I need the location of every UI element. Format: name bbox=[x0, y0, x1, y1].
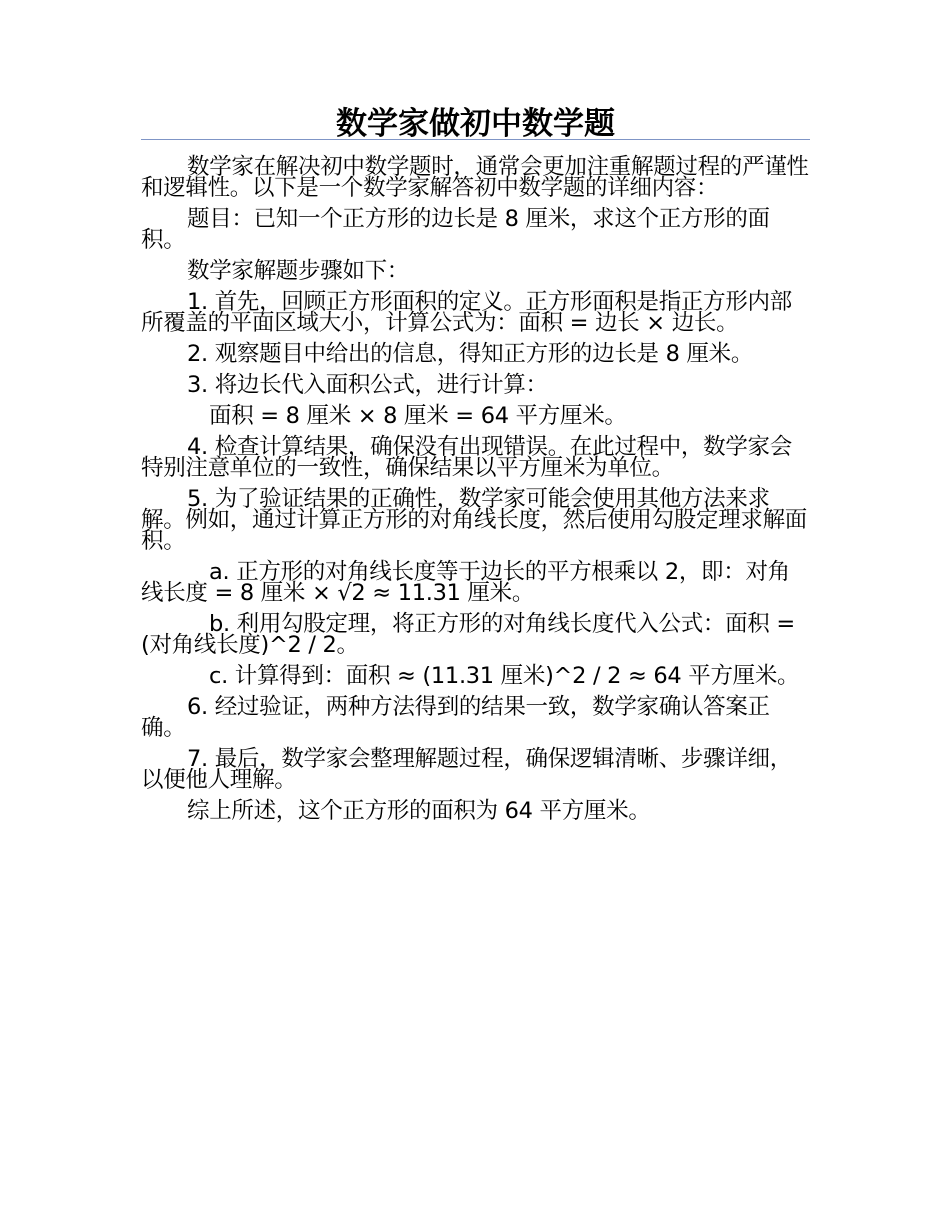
title-underline bbox=[141, 139, 810, 140]
steps-heading: 数学家解题步骤如下： bbox=[187, 258, 410, 284]
step-5b: b. 利用勾股定理，将正方形的对角线长度代入公式：面积 = (对角线长度)^2 / 2。 bbox=[141, 611, 795, 658]
area-calculation: 面积 = 8 厘米 × 8 厘米 = 64 平方厘米。 bbox=[209, 403, 627, 429]
step-2: 2. 观察题目中给出的信息，得知正方形的边长是 8 厘米。 bbox=[187, 341, 754, 367]
step-4: 4. 检查计算结果，确保没有出现错误。在此过程中，数学家会特别注意单位的一致性，确保结果以平方厘米为单位。 bbox=[141, 434, 792, 481]
document-title: 数学家做初中数学题 bbox=[336, 106, 615, 142]
conclusion: 综上所述，这个正方形的面积为 64 平方厘米。 bbox=[187, 798, 651, 824]
step-1: 1. 首先，回顾正方形面积的定义。正方形面积是指正方形内部所覆盖的平面区域大小，计算公式为：面积 = 边长 × 边长。 bbox=[141, 289, 792, 336]
step-7: 7. 最后，数学家会整理解题过程，确保逻辑清晰、步骤详细，以便他人理解。 bbox=[141, 746, 792, 793]
document-body bbox=[141, 154, 810, 832]
step-5: 5. 为了验证结果的正确性，数学家可能会使用其他方法来求解。例如，通过计算正方形的对角线长度，然后使用勾股定理求解面积。 bbox=[141, 486, 808, 554]
intro-paragraph: 数学家在解决初中数学题时，通常会更加注重解题过程的严谨性和逻辑性。以下是一个数学家解答初中数学题的详细内容： bbox=[141, 154, 809, 201]
step-5c: c. 计算得到：面积 ≈ (11.31 厘米)^2 / 2 ≈ 64 平方厘米。 bbox=[209, 663, 800, 689]
problem-statement: 题目：已知一个正方形的边长是 8 厘米，求这个正方形的面积。 bbox=[141, 206, 770, 253]
step-3: 3. 将边长代入面积公式，进行计算： bbox=[187, 372, 548, 398]
step-5a: a. 正方形的对角线长度等于边长的平方根乘以 2，即：对角线长度 = 8 厘米 × √2 ≈ 11.31 厘米。 bbox=[141, 559, 790, 606]
step-6: 6. 经过验证，两种方法得到的结果一致，数学家确认答案正确。 bbox=[141, 694, 770, 741]
